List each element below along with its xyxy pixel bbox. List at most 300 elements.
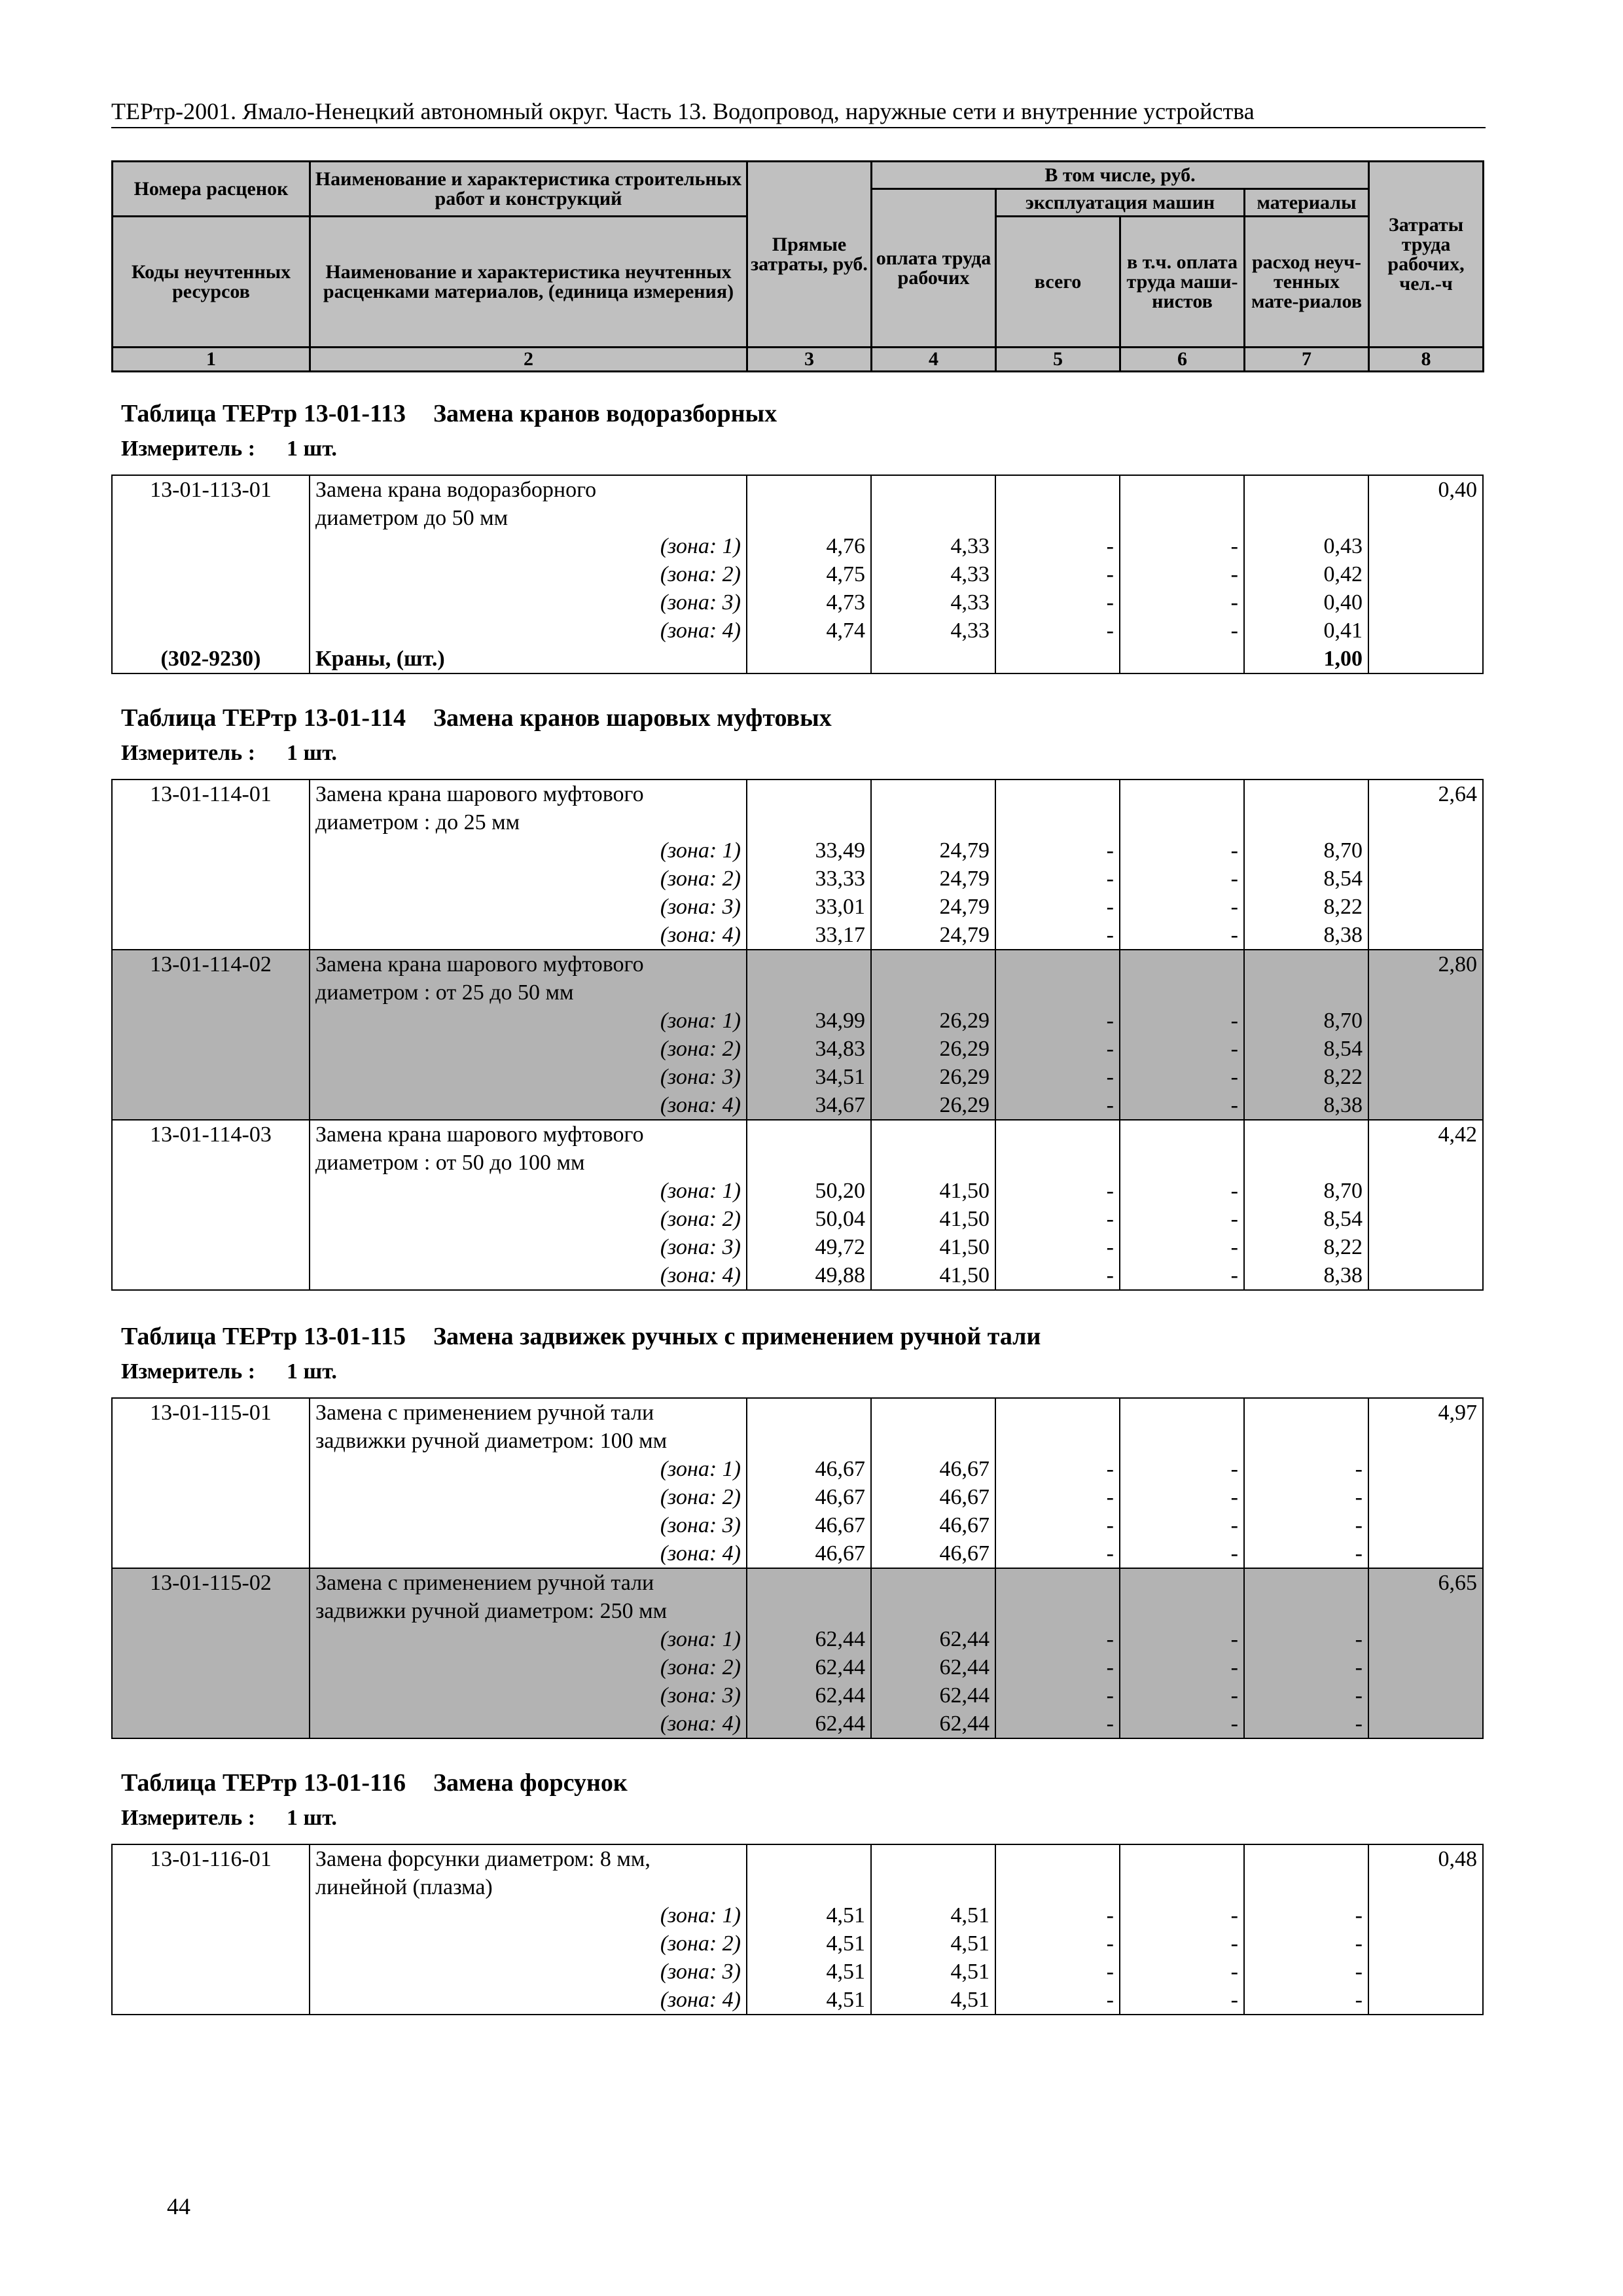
empty-cell [995,1844,1120,1873]
direct-costs: 62,44 [747,1653,871,1681]
zone-row [112,560,1483,588]
header-direct-costs: Прямые затраты, руб. [747,162,872,348]
header-labor: Затраты труда рабочих, чел.-ч [1369,162,1484,348]
work-name-line: диаметром : от 50 до 100 мм [310,1149,747,1177]
zone-label: (зона: 3) [310,1511,747,1539]
empty-cell [871,1844,995,1873]
material-usage: 8,22 [1244,1233,1368,1261]
empty-cell [1368,1177,1483,1205]
empty-cell [871,1398,995,1427]
table-title: Замена задвижек ручных с применением ручной тали [433,1323,1041,1350]
worker-pay: 4,33 [871,532,995,560]
zone-label: (зона: 2) [310,1205,747,1233]
work-name-line: Замена с применением ручной тали [310,1398,747,1427]
empty-cell [112,617,310,645]
zone-label: (зона: 1) [310,1007,747,1035]
empty-cell [747,1568,871,1597]
empty-cell [995,475,1120,504]
machinist-pay: - [1120,1483,1244,1511]
direct-costs: 34,51 [747,1063,871,1091]
direct-costs: 34,99 [747,1007,871,1035]
empty-cell [1368,1901,1483,1929]
empty-cell [1244,978,1368,1007]
machinist-pay: - [1120,532,1244,560]
rate-row [112,1568,1483,1597]
empty-cell [112,1177,310,1205]
zone-row [112,1539,1483,1568]
direct-costs: 4,51 [747,1958,871,1986]
zone-label: (зона: 3) [310,893,747,921]
empty-cell [1244,780,1368,808]
empty-cell [995,1873,1120,1901]
zone-label: (зона: 3) [310,588,747,617]
direct-costs: 62,44 [747,1681,871,1710]
machines-total: - [995,588,1120,617]
machinist-pay: - [1120,1958,1244,1986]
empty-cell [1244,1398,1368,1427]
zone-row [112,1511,1483,1539]
direct-costs: 46,67 [747,1539,871,1568]
empty-cell [1368,1539,1483,1568]
machines-total: - [995,865,1120,893]
material-usage: 8,22 [1244,893,1368,921]
col-num-4: 4 [872,348,996,372]
empty-cell [1368,645,1483,673]
empty-cell [1120,1398,1244,1427]
empty-cell [995,780,1120,808]
empty-cell [1120,1568,1244,1597]
empty-cell [112,1681,310,1710]
zone-row [112,1205,1483,1233]
labor-cost: 0,40 [1368,475,1483,504]
worker-pay: 26,29 [871,1063,995,1091]
material-usage: 8,38 [1244,1091,1368,1120]
material-usage: 8,70 [1244,836,1368,865]
empty-cell [1244,1597,1368,1625]
rate-table-116 [111,1844,1484,2015]
empty-cell [1120,950,1244,978]
machines-total: - [995,893,1120,921]
table-number: Таблица ТЕРтр 13-01-113 [121,400,406,427]
worker-pay: 46,67 [871,1539,995,1568]
machinist-pay: - [1120,1035,1244,1063]
material-usage: 8,54 [1244,1035,1368,1063]
empty-cell [871,808,995,836]
rate-code: 13-01-114-02 [112,950,310,978]
machinist-pay: - [1120,588,1244,617]
empty-cell [112,1986,310,2015]
material-usage: 8,22 [1244,1063,1368,1091]
direct-costs: 49,72 [747,1233,871,1261]
column-header-table [111,160,1484,372]
labor-cost: 2,80 [1368,950,1483,978]
header-including: В том числе, руб. [872,162,1369,189]
machinist-pay: - [1120,1681,1244,1710]
worker-pay: 4,51 [871,1986,995,2015]
machines-total: - [995,1261,1120,1290]
empty-cell [995,1427,1120,1455]
table-number: Таблица ТЕРтр 13-01-114 [121,704,406,732]
empty-cell [1120,475,1244,504]
work-name-line: Замена крана шарового муфтового [310,1120,747,1149]
header-codes: Номера расценок [113,162,310,217]
empty-cell [1120,780,1244,808]
rate-code [112,1597,310,1625]
zone-row [112,1455,1483,1483]
material-usage: - [1244,1958,1368,1986]
empty-cell [112,560,310,588]
machines-total: - [995,1958,1120,1986]
machinist-pay: - [1120,1233,1244,1261]
empty-cell [1120,1844,1244,1873]
machinist-pay: - [1120,1625,1244,1653]
zone-row [112,1035,1483,1063]
rate-code: 13-01-115-02 [112,1568,310,1597]
direct-costs: 46,67 [747,1511,871,1539]
rate-row [112,1398,1483,1427]
rate-row [112,1597,1483,1625]
empty-cell [995,1568,1120,1597]
zone-row [112,1986,1483,2015]
direct-costs: 4,76 [747,532,871,560]
empty-cell [1120,504,1244,532]
zone-row [112,1710,1483,1738]
empty-cell [1368,1035,1483,1063]
zone-label: (зона: 3) [310,1958,747,1986]
empty-cell [995,950,1120,978]
rate-row [112,950,1483,978]
labor-cost [1368,504,1483,532]
empty-cell [747,808,871,836]
machines-total: - [995,1455,1120,1483]
zone-label: (зона: 4) [310,921,747,950]
table-number: Таблица ТЕРтр 13-01-115 [121,1323,406,1350]
empty-cell [1244,504,1368,532]
material-usage: 8,54 [1244,1205,1368,1233]
rate-code: 13-01-114-01 [112,780,310,808]
col-num-8: 8 [1369,348,1484,372]
zone-label: (зона: 3) [310,1063,747,1091]
col-num-7: 7 [1245,348,1369,372]
zone-row [112,865,1483,893]
machines-total: - [995,1483,1120,1511]
material-usage: 0,43 [1244,532,1368,560]
empty-cell [1244,808,1368,836]
empty-cell [1244,1873,1368,1901]
zone-label: (зона: 2) [310,1035,747,1063]
empty-cell [995,1398,1120,1427]
empty-cell [1244,1427,1368,1455]
resource-code: (302-9230) [112,645,310,673]
worker-pay: 62,44 [871,1625,995,1653]
worker-pay: 4,33 [871,588,995,617]
empty-cell [1368,560,1483,588]
measure-value: 1 шт. [287,437,337,461]
zone-row [112,1177,1483,1205]
empty-cell [1120,1873,1244,1901]
empty-cell [995,1597,1120,1625]
empty-cell [112,1625,310,1653]
zone-label: (зона: 2) [310,1653,747,1681]
empty-cell [871,504,995,532]
zone-row [112,1958,1483,1986]
section-heading-114 [121,704,832,766]
header-machines-total: всего [996,217,1120,348]
direct-costs: 50,20 [747,1177,871,1205]
empty-cell [112,1901,310,1929]
worker-pay: 41,50 [871,1233,995,1261]
machines-total: - [995,1233,1120,1261]
zone-label: (зона: 1) [310,1177,747,1205]
worker-pay: 62,44 [871,1681,995,1710]
empty-cell [112,1261,310,1290]
machinist-pay: - [1120,1653,1244,1681]
material-usage: - [1244,1511,1368,1539]
header-materials: материалы [1245,189,1369,217]
empty-cell [1368,1625,1483,1653]
machines-total: - [995,1539,1120,1568]
table-title: Замена кранов шаровых муфтовых [433,704,832,732]
machines-total: - [995,921,1120,950]
material-usage: - [1244,1539,1368,1568]
col-num-1: 1 [113,348,310,372]
empty-cell [747,780,871,808]
rate-table-113 [111,475,1484,674]
empty-cell [112,1929,310,1958]
empty-cell [112,1205,310,1233]
table-title: Замена форсунок [433,1769,628,1797]
machines-total: - [995,1929,1120,1958]
material-usage: - [1244,1681,1368,1710]
worker-pay: 24,79 [871,921,995,950]
material-usage: - [1244,1901,1368,1929]
rate-code: 13-01-115-01 [112,1398,310,1427]
machines-total: - [995,1007,1120,1035]
zone-label: (зона: 1) [310,1901,747,1929]
worker-pay: 41,50 [871,1261,995,1290]
empty-cell [112,1007,310,1035]
machines-total: - [995,532,1120,560]
empty-cell [1120,808,1244,836]
empty-cell [1368,1511,1483,1539]
zone-label: (зона: 2) [310,865,747,893]
machinist-pay: - [1120,1205,1244,1233]
empty-cell [871,1568,995,1597]
material-usage: 0,41 [1244,617,1368,645]
empty-cell [112,532,310,560]
worker-pay: 46,67 [871,1483,995,1511]
machines-total: - [995,1653,1120,1681]
worker-pay: 24,79 [871,865,995,893]
direct-costs: 4,73 [747,588,871,617]
empty-cell [1368,1063,1483,1091]
zone-label: (зона: 1) [310,1455,747,1483]
empty-cell [112,1035,310,1063]
work-name-line: диаметром : до 25 мм [310,808,747,836]
empty-cell [1368,1455,1483,1483]
empty-cell [747,978,871,1007]
section-heading-115 [121,1322,1041,1385]
empty-cell [112,893,310,921]
rate-code: 13-01-114-03 [112,1120,310,1149]
machinist-pay: - [1120,1901,1244,1929]
empty-cell [871,1427,995,1455]
worker-pay: 41,50 [871,1205,995,1233]
machines-total: - [995,1986,1120,2015]
material-usage: - [1244,1986,1368,2015]
labor-cost: 4,42 [1368,1120,1483,1149]
zone-label: (зона: 4) [310,1091,747,1120]
labor-cost: 6,65 [1368,1568,1483,1597]
material-usage: - [1244,1455,1368,1483]
labor-cost: 2,64 [1368,780,1483,808]
worker-pay: 41,50 [871,1177,995,1205]
rate-row [112,1427,1483,1455]
empty-cell [747,950,871,978]
empty-cell [112,1958,310,1986]
empty-cell [1368,588,1483,617]
measure-value: 1 шт. [287,1359,337,1384]
zone-label: (зона: 2) [310,1929,747,1958]
material-usage: - [1244,1483,1368,1511]
machines-total: - [995,1035,1120,1063]
material-usage: 8,54 [1244,865,1368,893]
machinist-pay: - [1120,1929,1244,1958]
empty-cell [112,588,310,617]
empty-cell [747,1427,871,1455]
machines-total: - [995,1177,1120,1205]
empty-cell [995,1120,1120,1149]
rate-row [112,1844,1483,1873]
rate-code: 13-01-116-01 [112,1844,310,1873]
direct-costs: 46,67 [747,1455,871,1483]
empty-cell [1368,1483,1483,1511]
empty-cell [747,645,871,673]
machinist-pay: - [1120,1511,1244,1539]
direct-costs: 62,44 [747,1625,871,1653]
machinist-pay: - [1120,1261,1244,1290]
empty-cell [112,1455,310,1483]
empty-cell [871,1597,995,1625]
zone-row [112,1483,1483,1511]
work-name-line: диаметром : от 25 до 50 мм [310,978,747,1007]
material-usage: 8,70 [1244,1177,1368,1205]
direct-costs: 4,75 [747,560,871,588]
zone-row [112,1929,1483,1958]
empty-cell [1120,1597,1244,1625]
material-usage: - [1244,1653,1368,1681]
resource-amount: 1,00 [1244,645,1368,673]
empty-cell [747,1873,871,1901]
zone-label: (зона: 1) [310,836,747,865]
zone-row [112,588,1483,617]
direct-costs: 50,04 [747,1205,871,1233]
measure-label: Измеритель : [121,437,256,461]
empty-cell [112,1091,310,1120]
machines-total: - [995,1625,1120,1653]
empty-cell [1120,978,1244,1007]
zone-row [112,1091,1483,1120]
zone-label: (зона: 4) [310,1539,747,1568]
direct-costs: 33,01 [747,893,871,921]
material-usage: 0,40 [1244,588,1368,617]
labor-cost [1368,1149,1483,1177]
machinist-pay: - [1120,1455,1244,1483]
machines-total: - [995,1710,1120,1738]
direct-costs: 4,51 [747,1986,871,2015]
zone-row [112,1681,1483,1710]
labor-cost [1368,1873,1483,1901]
empty-cell [871,950,995,978]
empty-cell [1120,1427,1244,1455]
header-work-name: Наименование и характеристика строительных работ и конструкций [310,162,747,217]
empty-cell [1368,1653,1483,1681]
rate-code [112,808,310,836]
machines-total: - [995,836,1120,865]
empty-cell [112,836,310,865]
empty-cell [1120,1149,1244,1177]
resource-name: Краны, (шт.) [310,645,747,673]
rate-row [112,504,1483,532]
empty-cell [1368,836,1483,865]
rate-row [112,978,1483,1007]
page-number: 44 [167,2193,190,2219]
measure-label: Измеритель : [121,741,256,765]
section-heading-116 [121,1768,628,1831]
machinist-pay: - [1120,865,1244,893]
machinist-pay: - [1120,1007,1244,1035]
empty-cell [1368,921,1483,950]
empty-cell [747,1844,871,1873]
empty-cell [747,1149,871,1177]
work-name-line: линейной (плазма) [310,1873,747,1901]
material-usage: - [1244,1929,1368,1958]
machinist-pay: - [1120,1063,1244,1091]
empty-cell [995,645,1120,673]
empty-cell [747,1120,871,1149]
rate-code [112,1427,310,1455]
table-number: Таблица ТЕРтр 13-01-116 [121,1769,406,1797]
rate-code [112,1149,310,1177]
empty-cell [112,1063,310,1091]
zone-label: (зона: 1) [310,532,747,560]
empty-cell [112,1511,310,1539]
work-name-line: задвижки ручной диаметром: 250 мм [310,1597,747,1625]
empty-cell [1368,617,1483,645]
zone-label: (зона: 2) [310,1483,747,1511]
zone-label: (зона: 3) [310,1233,747,1261]
direct-costs: 33,33 [747,865,871,893]
machines-total: - [995,1901,1120,1929]
empty-cell [112,865,310,893]
empty-cell [112,1710,310,1738]
work-name-line: Замена крана шарового муфтового [310,780,747,808]
direct-costs: 34,83 [747,1035,871,1063]
empty-cell [871,1873,995,1901]
machines-total: - [995,1091,1120,1120]
measure-label: Измеритель : [121,1359,256,1384]
zone-row [112,1233,1483,1261]
empty-cell [871,475,995,504]
empty-cell [1244,1568,1368,1597]
empty-cell [871,645,995,673]
empty-cell [112,1539,310,1568]
empty-cell [1368,1091,1483,1120]
zone-row [112,1063,1483,1091]
empty-cell [1368,1986,1483,2015]
worker-pay: 62,44 [871,1653,995,1681]
machinist-pay: - [1120,1710,1244,1738]
